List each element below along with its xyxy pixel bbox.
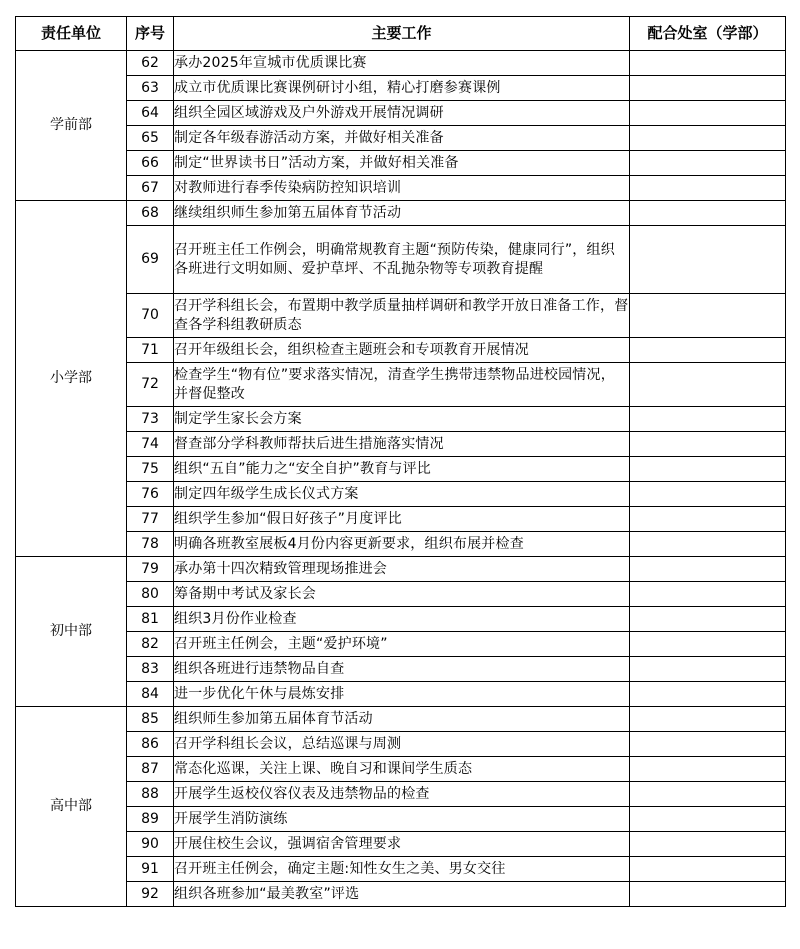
- table-row: [16, 757, 786, 782]
- num-cell: 78: [127, 532, 174, 557]
- table-body: [16, 51, 786, 907]
- coop-cell: [630, 657, 786, 682]
- table-row: [16, 632, 786, 657]
- coop-cell: [630, 732, 786, 757]
- coop-cell: [630, 432, 786, 457]
- coop-cell: [630, 882, 786, 907]
- task-cell: 承办2025年宣城市优质课比赛: [174, 51, 630, 76]
- coop-cell: [630, 151, 786, 176]
- num-cell: 74: [127, 432, 174, 457]
- task-cell: 制定学生家长会方案: [174, 407, 630, 432]
- task-cell: 督查部分学科教师帮扶后进生措施落实情况: [174, 432, 630, 457]
- table-row: [16, 407, 786, 432]
- task-cell: 召开班主任例会，主题“爱护环境”: [174, 632, 630, 657]
- table-row: [16, 76, 786, 101]
- coop-cell: [630, 857, 786, 882]
- num-cell: 62: [127, 51, 174, 76]
- table-row: [16, 657, 786, 682]
- task-cell: 制定各年级春游活动方案，并做好相关准备: [174, 126, 630, 151]
- table-row: [16, 807, 786, 832]
- table-row: [16, 294, 786, 338]
- coop-cell: [630, 76, 786, 101]
- coop-cell: [630, 632, 786, 657]
- coop-cell: [630, 707, 786, 732]
- coop-cell: [630, 363, 786, 407]
- task-cell: 对教师进行春季传染病防控知识培训: [174, 176, 630, 201]
- table-row: [16, 51, 786, 76]
- table-row: [16, 176, 786, 201]
- num-cell: 91: [127, 857, 174, 882]
- task-cell: 召开学科组长会，布置期中教学质量抽样调研和教学开放日准备工作，督查各学科组教研质态: [174, 294, 630, 338]
- num-cell: 63: [127, 76, 174, 101]
- task-cell: 组织“五自”能力之“安全自护”教育与评比: [174, 457, 630, 482]
- table-row: [16, 457, 786, 482]
- coop-cell: [630, 507, 786, 532]
- table-row: [16, 482, 786, 507]
- header-num: 序号: [127, 17, 174, 51]
- table-row: [16, 338, 786, 363]
- table-row: [16, 882, 786, 907]
- num-cell: 68: [127, 201, 174, 226]
- table-row: [16, 707, 786, 732]
- table-row: [16, 557, 786, 582]
- num-cell: 69: [127, 226, 174, 294]
- num-cell: 90: [127, 832, 174, 857]
- table-row: [16, 126, 786, 151]
- table-row: [16, 582, 786, 607]
- num-cell: 66: [127, 151, 174, 176]
- table-row: [16, 363, 786, 407]
- table-row: [16, 732, 786, 757]
- table-row: [16, 682, 786, 707]
- coop-cell: [630, 126, 786, 151]
- coop-cell: [630, 338, 786, 363]
- task-cell: 明确各班教室展板4月份内容更新要求，组织布展并检查: [174, 532, 630, 557]
- coop-cell: [630, 532, 786, 557]
- num-cell: 75: [127, 457, 174, 482]
- num-cell: 92: [127, 882, 174, 907]
- header-row: [16, 17, 786, 51]
- num-cell: 86: [127, 732, 174, 757]
- num-cell: 76: [127, 482, 174, 507]
- table-row: [16, 507, 786, 532]
- table-row: [16, 782, 786, 807]
- work-plan-table: [15, 16, 786, 907]
- dept-cell: 初中部: [16, 557, 127, 707]
- table-row: [16, 226, 786, 294]
- coop-cell: [630, 407, 786, 432]
- coop-cell: [630, 832, 786, 857]
- task-cell: 继续组织师生参加第五届体育节活动: [174, 201, 630, 226]
- num-cell: 64: [127, 101, 174, 126]
- coop-cell: [630, 607, 786, 632]
- num-cell: 83: [127, 657, 174, 682]
- coop-cell: [630, 201, 786, 226]
- dept-cell: 小学部: [16, 201, 127, 557]
- coop-cell: [630, 807, 786, 832]
- table-row: [16, 151, 786, 176]
- num-cell: 88: [127, 782, 174, 807]
- header-task: 主要工作: [174, 17, 630, 51]
- table-row: [16, 607, 786, 632]
- num-cell: 65: [127, 126, 174, 151]
- table-row: [16, 101, 786, 126]
- task-cell: 组织3月份作业检查: [174, 607, 630, 632]
- table-row: [16, 832, 786, 857]
- num-cell: 80: [127, 582, 174, 607]
- coop-cell: [630, 176, 786, 201]
- task-cell: 承办第十四次精致管理现场推进会: [174, 557, 630, 582]
- num-cell: 87: [127, 757, 174, 782]
- task-cell: 制定四年级学生成长仪式方案: [174, 482, 630, 507]
- header-coop: 配合处室（学部）: [630, 17, 786, 51]
- coop-cell: [630, 757, 786, 782]
- task-cell: 组织学生参加“假日好孩子”月度评比: [174, 507, 630, 532]
- num-cell: 84: [127, 682, 174, 707]
- coop-cell: [630, 51, 786, 76]
- coop-cell: [630, 457, 786, 482]
- num-cell: 77: [127, 507, 174, 532]
- num-cell: 85: [127, 707, 174, 732]
- coop-cell: [630, 682, 786, 707]
- coop-cell: [630, 557, 786, 582]
- num-cell: 73: [127, 407, 174, 432]
- task-cell: 组织各班进行违禁物品自查: [174, 657, 630, 682]
- task-cell: 召开班主任例会，确定主题:知性女生之美、男女交往: [174, 857, 630, 882]
- task-cell: 组织师生参加第五届体育节活动: [174, 707, 630, 732]
- task-cell: 开展学生返校仪容仪表及违禁物品的检查: [174, 782, 630, 807]
- table-row: [16, 432, 786, 457]
- task-cell: 召开班主任工作例会，明确常规教育主题“预防传染，健康同行”，组织各班进行文明如厕、爱护草坪、不乱抛杂物等专项教育提醒: [174, 226, 630, 294]
- coop-cell: [630, 226, 786, 294]
- table-row: [16, 532, 786, 557]
- task-cell: 常态化巡课，关注上课、晚自习和课间学生质态: [174, 757, 630, 782]
- task-cell: 开展学生消防演练: [174, 807, 630, 832]
- task-cell: 召开年级组长会，组织检查主题班会和专项教育开展情况: [174, 338, 630, 363]
- header-dept: 责任单位: [16, 17, 127, 51]
- task-cell: 组织全园区域游戏及户外游戏开展情况调研: [174, 101, 630, 126]
- coop-cell: [630, 482, 786, 507]
- task-cell: 组织各班参加“最美教室”评选: [174, 882, 630, 907]
- coop-cell: [630, 582, 786, 607]
- table-row: [16, 201, 786, 226]
- dept-cell: 高中部: [16, 707, 127, 907]
- coop-cell: [630, 294, 786, 338]
- num-cell: 89: [127, 807, 174, 832]
- coop-cell: [630, 101, 786, 126]
- task-cell: 成立市优质课比赛课例研讨小组，精心打磨参赛课例: [174, 76, 630, 101]
- task-cell: 检查学生“物有位”要求落实情况，清查学生携带违禁物品进校园情况，并督促整改: [174, 363, 630, 407]
- num-cell: 67: [127, 176, 174, 201]
- num-cell: 79: [127, 557, 174, 582]
- num-cell: 82: [127, 632, 174, 657]
- num-cell: 71: [127, 338, 174, 363]
- table-row: [16, 857, 786, 882]
- task-cell: 制定“世界读书日”活动方案，并做好相关准备: [174, 151, 630, 176]
- dept-cell: 学前部: [16, 51, 127, 201]
- num-cell: 70: [127, 294, 174, 338]
- coop-cell: [630, 782, 786, 807]
- task-cell: 开展住校生会议，强调宿舍管理要求: [174, 832, 630, 857]
- num-cell: 72: [127, 363, 174, 407]
- task-cell: 筹备期中考试及家长会: [174, 582, 630, 607]
- num-cell: 81: [127, 607, 174, 632]
- task-cell: 进一步优化午休与晨炼安排: [174, 682, 630, 707]
- task-cell: 召开学科组长会议，总结巡课与周测: [174, 732, 630, 757]
